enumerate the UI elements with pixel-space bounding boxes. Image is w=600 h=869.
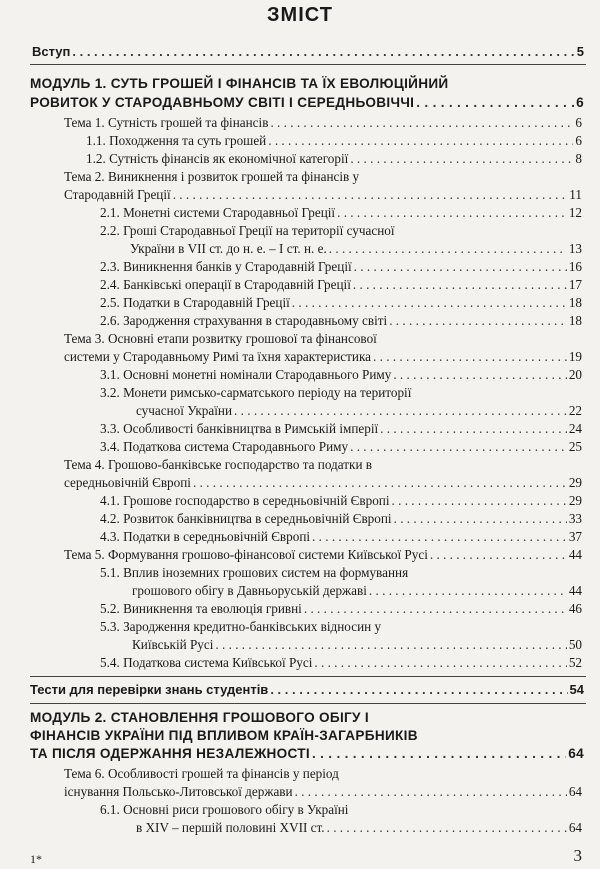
- toc-section-2-2-line1: 2.2. Гроші Стародавньої Греції на території сучасної: [100, 223, 395, 238]
- toc-page: 6: [576, 95, 584, 110]
- dot-leader: [304, 600, 567, 617]
- toc-page: 18: [568, 295, 582, 310]
- toc-section-5-3[interactable]: [132, 636, 582, 653]
- page-number: 3: [573, 846, 582, 865]
- dot-leader: [373, 348, 567, 365]
- toc-section-6-1[interactable]: [136, 819, 582, 836]
- toc-module1[interactable]: [30, 94, 584, 111]
- module2-heading-line2: ФІНАНСІВ УКРАЇНИ ПІД ВПЛИВОМ КРАЇН-ЗАГАРБНИКІВ: [30, 728, 418, 743]
- toc-page: 37: [568, 529, 582, 544]
- toc-page: 24: [568, 421, 582, 436]
- toc-page: 17: [568, 277, 582, 292]
- dot-leader: [270, 114, 573, 131]
- toc-module2[interactable]: [30, 745, 584, 762]
- toc-label: 4.1. Грошове господарство в середньовічній Європі: [100, 493, 390, 508]
- toc-topic-3[interactable]: [64, 348, 582, 365]
- toc-label: Київській Русі: [132, 637, 214, 652]
- dot-leader: [215, 636, 566, 653]
- toc-page: 44: [568, 583, 582, 598]
- dot-leader: [353, 276, 567, 293]
- toc-section-4-1[interactable]: [100, 492, 582, 509]
- toc-section-4-3[interactable]: [100, 528, 582, 545]
- divider: [30, 703, 586, 704]
- toc-label: 5.4. Податкова система Київської Русі: [100, 655, 313, 670]
- toc-section-5-1-line1: 5.1. Вплив іноземних грошових систем на формування: [100, 565, 409, 580]
- toc-section-3-1[interactable]: [100, 366, 582, 383]
- dot-leader: [350, 438, 567, 455]
- toc-section-3-3[interactable]: [100, 420, 582, 437]
- toc-label: ТА ПІСЛЯ ОДЕРЖАННЯ НЕЗАЛЕЖНОСТІ: [30, 746, 310, 761]
- dot-leader: [312, 528, 567, 545]
- toc-page: 5: [576, 44, 584, 59]
- toc-page: 29: [568, 475, 582, 490]
- dot-leader: [394, 510, 567, 527]
- dot-leader: [270, 681, 567, 698]
- dot-leader: [354, 258, 567, 275]
- toc-section-3-4[interactable]: [100, 438, 582, 455]
- toc-section-2-1[interactable]: [100, 204, 582, 221]
- toc-label: системи у Стародавньому Римі та їхня характеристика: [64, 349, 372, 364]
- toc-page: 11: [569, 187, 582, 202]
- toc-page: 6: [575, 133, 582, 148]
- toc-topic-6[interactable]: [64, 783, 582, 800]
- module1-heading-line1: МОДУЛЬ 1. СУТЬ ГРОШЕЙ І ФІНАНСІВ ТА ЇХ ЕВОЛЮЦІЙНИЙ: [30, 76, 449, 91]
- toc-section-3-2-line1: 3.2. Монети римсько-сарматського періоду на території: [100, 385, 412, 400]
- toc-section-1-2[interactable]: [86, 150, 582, 167]
- divider: [30, 64, 586, 65]
- toc-page: 33: [568, 511, 582, 526]
- toc-label: Стародавній Греції: [64, 187, 171, 202]
- dot-leader: [380, 420, 567, 437]
- toc-page: 44: [568, 547, 582, 562]
- dot-leader: [72, 43, 574, 60]
- toc-page: 18: [568, 313, 582, 328]
- toc-page: 19: [568, 349, 582, 364]
- dot-leader: [392, 492, 567, 509]
- divider: [30, 676, 586, 677]
- toc-intro[interactable]: [32, 43, 584, 60]
- toc-label: сучасної України: [136, 403, 233, 418]
- toc-page: 22: [568, 403, 582, 418]
- signature-mark: 1*: [30, 852, 42, 866]
- toc-page: 20: [568, 367, 582, 382]
- toc-label: 2.4. Банківські операції в Стародавній Греції: [100, 277, 351, 292]
- toc-label: 3.1. Основні монетні номінали Стародавнього Риму: [100, 367, 392, 382]
- toc-page: 52: [568, 655, 582, 670]
- toc-topic-3-line1: Тема 3. Основні етапи розвитку грошової та фінансової: [64, 331, 377, 346]
- toc-page: 13: [568, 241, 582, 256]
- toc-label: грошового обігу в Давньоруській державі: [132, 583, 367, 598]
- toc-label: Вступ: [32, 44, 71, 59]
- toc-label: 3.3. Особливості банківництва в Римській імперії: [100, 421, 379, 436]
- dot-leader: [350, 150, 573, 167]
- toc-page: 12: [568, 205, 582, 220]
- dot-leader: [416, 94, 574, 111]
- dot-leader: [393, 366, 566, 383]
- toc-label: 2.1. Монетні системи Стародавньої Греції: [100, 205, 336, 220]
- toc-section-6-1-line1: 6.1. Основні риси грошового обігу в Україні: [100, 802, 349, 817]
- dot-leader: [337, 204, 567, 221]
- toc-section-4-2[interactable]: [100, 510, 582, 527]
- toc-topic-2-line1: Тема 2. Виникнення і розвиток грошей та фінансів у: [64, 169, 360, 184]
- toc-label: 4.2. Розвиток банківництва в середньовічній Європі: [100, 511, 392, 526]
- toc-label: 4.3. Податки в середньовічній Європі: [100, 529, 311, 544]
- toc-section-5-4[interactable]: [100, 654, 582, 671]
- toc-label: України в VII ст. до н. е. – І ст. н. е.: [130, 241, 327, 256]
- toc-label: середньовічній Європі: [64, 475, 191, 490]
- module2-heading-line1: МОДУЛЬ 2. СТАНОВЛЕННЯ ГРОШОВОГО ОБІГУ І: [30, 710, 369, 725]
- toc-topic-5[interactable]: [64, 546, 582, 563]
- toc-topic-4-line1: Тема 4. Грошово-банківське господарство та податки в: [64, 457, 373, 472]
- toc-section-2-5[interactable]: [100, 294, 582, 311]
- toc-label: 2.3. Виникнення банків у Стародавній Греції: [100, 259, 352, 274]
- toc-page: 50: [568, 637, 582, 652]
- dot-leader: [292, 294, 567, 311]
- toc-section-1-1[interactable]: [86, 132, 582, 149]
- dot-leader: [312, 745, 566, 762]
- toc-label: Тема 5. Формування грошово-фінансової системи Київської Русі: [64, 547, 428, 562]
- dot-leader: [268, 132, 573, 149]
- toc-page: 64: [568, 746, 584, 761]
- toc-label: 2.5. Податки в Стародавній Греції: [100, 295, 290, 310]
- toc-topic-2[interactable]: [64, 186, 582, 203]
- toc-label: РОВИТОК У СТАРОДАВНЬОМУ СВІТІ І СЕРЕДНЬОВІЧЧІ: [30, 95, 415, 110]
- toc-section-5-1[interactable]: [132, 582, 582, 599]
- dot-leader: [314, 654, 566, 671]
- toc-topic-4[interactable]: [64, 474, 582, 491]
- dot-leader: [173, 186, 568, 203]
- toc-page: 29: [568, 493, 582, 508]
- toc-label: Тема 1. Сутність грошей та фінансів: [64, 115, 269, 130]
- dot-leader: [234, 402, 567, 419]
- toc-page: 46: [568, 601, 582, 616]
- toc-page: 25: [568, 439, 582, 454]
- toc-section-2-3[interactable]: [100, 258, 582, 275]
- toc-page: 64: [568, 820, 582, 835]
- toc-label: 1.1. Походження та суть грошей: [86, 133, 267, 148]
- toc-label: існування Польсько-Литовської держави: [64, 784, 293, 799]
- toc-page: 8: [575, 151, 582, 166]
- toc-topic-6-line1: Тема 6. Особливості грошей та фінансів у період: [64, 766, 339, 781]
- dot-leader: [430, 546, 567, 563]
- toc-page: 6: [575, 115, 582, 130]
- dot-leader: [193, 474, 567, 491]
- toc-section-2-4[interactable]: [100, 276, 582, 293]
- toc-section-2-6[interactable]: [100, 312, 582, 329]
- toc-section-2-2[interactable]: [130, 240, 582, 257]
- toc-tests[interactable]: [30, 681, 584, 698]
- toc-section-3-2[interactable]: [136, 402, 582, 419]
- dot-leader: [329, 240, 567, 257]
- toc-label: 3.4. Податкова система Стародавнього Риму: [100, 439, 349, 454]
- toc-section-5-2[interactable]: [100, 600, 582, 617]
- page-title: ЗМІСТ: [267, 4, 333, 26]
- toc-page: 16: [568, 259, 582, 274]
- toc-label: 5.2. Виникнення та еволюція гривні: [100, 601, 302, 616]
- dot-leader: [327, 819, 567, 836]
- dot-leader: [389, 312, 567, 329]
- toc-topic-1[interactable]: [64, 114, 582, 131]
- toc-section-5-3-line1: 5.3. Зародження кредитно-банківських відносин у: [100, 619, 382, 634]
- dot-leader: [369, 582, 567, 599]
- toc-label: Тести для перевірки знань студентів: [30, 682, 269, 697]
- toc-label: в XIV – першій половині XVII ст.: [136, 820, 325, 835]
- toc-label: 1.2. Сутність фінансів як економічної категорії: [86, 151, 349, 166]
- dot-leader: [295, 783, 567, 800]
- toc-page: 54: [569, 682, 584, 697]
- toc-label: 2.6. Зародження страхування в стародавньому світі: [100, 313, 388, 328]
- toc-page: 64: [568, 784, 582, 799]
